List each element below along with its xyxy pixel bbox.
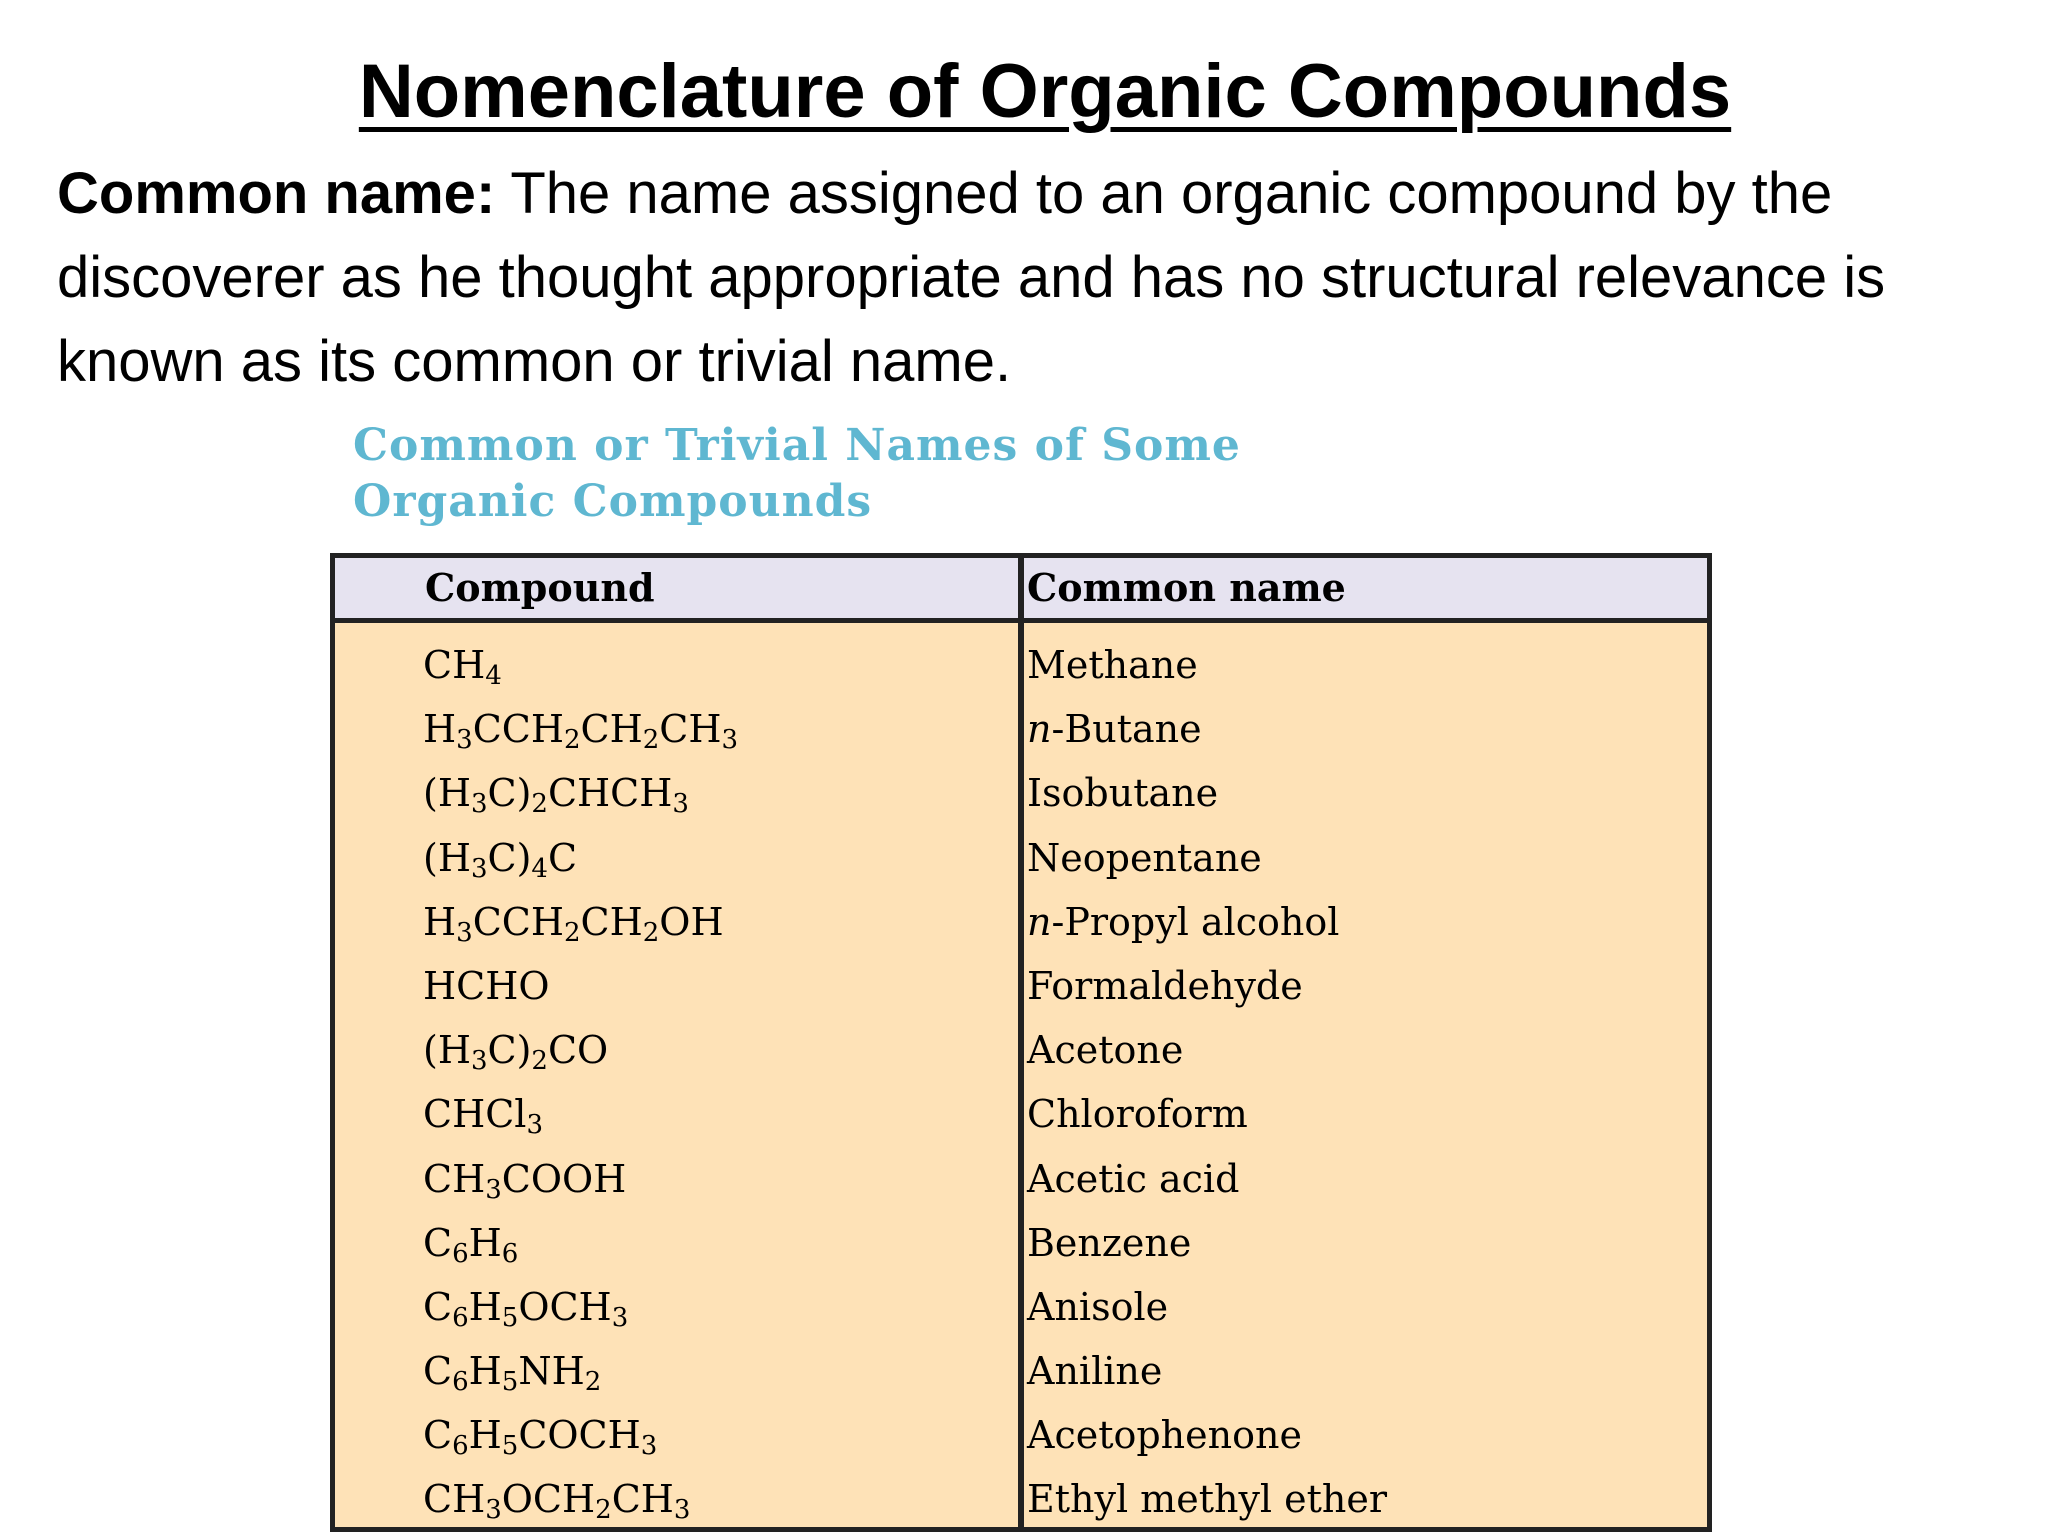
table-row xyxy=(335,1147,1707,1211)
common-name-cell: Isobutane xyxy=(1027,771,1219,816)
common-name-cell: Aniline xyxy=(1027,1349,1163,1394)
common-name-cell: Methane xyxy=(1027,643,1198,687)
common-name-cell: Acetic acid xyxy=(1027,1156,1240,1201)
formula-cell: HCHO xyxy=(423,963,550,1008)
table-caption xyxy=(353,418,1653,530)
common-name-cell: Ethyl methyl ether xyxy=(1027,1477,1388,1522)
table-row xyxy=(335,697,1707,761)
definition-text: The name assigned to an organic compound by the discoverer as he thought appropriate and has no structural relevance is known as its common or trivial name. xyxy=(57,161,1886,394)
formula-cell: $C_6H_5COCH_3$ xyxy=(423,1413,658,1462)
formula-cell: $C_6H_6$ xyxy=(423,1220,519,1269)
definition-paragraph xyxy=(57,152,2017,404)
table-row xyxy=(335,1275,1707,1339)
formula-cell: $CH_3COOH$ xyxy=(423,1156,627,1205)
common-name-cell: Benzene xyxy=(1027,1220,1192,1265)
table-row xyxy=(335,761,1707,825)
table-row xyxy=(335,1211,1707,1275)
formula-cell: $H_3CCH_2CH_2CH_3$ xyxy=(423,707,739,756)
formula-cell: $(H_3C)_2CO$ xyxy=(423,1028,609,1077)
formula-cell: $CH_4$ xyxy=(423,643,502,691)
common-name-cell: Acetophenone xyxy=(1027,1413,1302,1458)
header-compound: Compound xyxy=(425,565,655,610)
formula-cell: $H_3CCH_2CH_2OH$ xyxy=(423,899,724,948)
table-row xyxy=(335,1403,1707,1467)
table-caption-line-1: Common or Trivial Names of Some xyxy=(353,420,1241,471)
common-name-cell: Anisole xyxy=(1027,1284,1169,1329)
formula-cell: $(H_3C)_4C$ xyxy=(423,835,578,884)
common-name-cell: Acetone xyxy=(1027,1028,1184,1073)
table-row xyxy=(335,954,1707,1018)
common-name-cell: n-Propyl alcohol xyxy=(1027,899,1340,944)
common-name-cell: Formaldehyde xyxy=(1027,963,1303,1008)
table-row xyxy=(335,1082,1707,1146)
slide-title: Nomenclature of Organic Compounds xyxy=(358,49,1732,134)
table-row xyxy=(335,826,1707,890)
common-name-cell: Chloroform xyxy=(1027,1092,1248,1137)
formula-cell: CHCl$_3$ xyxy=(423,1092,543,1141)
formula-cell: $C_6H_5OCH_3$ xyxy=(423,1284,629,1333)
formula-cell: $CH_3OCH_2CH_3$ xyxy=(423,1477,691,1526)
table-row xyxy=(335,1339,1707,1403)
header-common-name: Common name xyxy=(1027,565,1346,610)
table-row xyxy=(335,890,1707,954)
table-row xyxy=(335,1467,1707,1531)
table-body xyxy=(335,623,1707,1532)
common-name-cell: Neopentane xyxy=(1027,835,1262,880)
common-name-cell: n-Butane xyxy=(1027,707,1202,752)
table-row xyxy=(335,633,1707,697)
formula-cell: $C_6H_5NH_2$ xyxy=(423,1349,602,1398)
compounds-table xyxy=(330,553,1712,1532)
table-row xyxy=(335,1018,1707,1082)
table-header-row xyxy=(335,558,1707,623)
definition-term: Common name: xyxy=(57,161,496,226)
formula-cell: $(H_3C)_2CHCH_3$ xyxy=(423,771,689,820)
table-caption-line-2: Organic Compounds xyxy=(353,476,873,527)
